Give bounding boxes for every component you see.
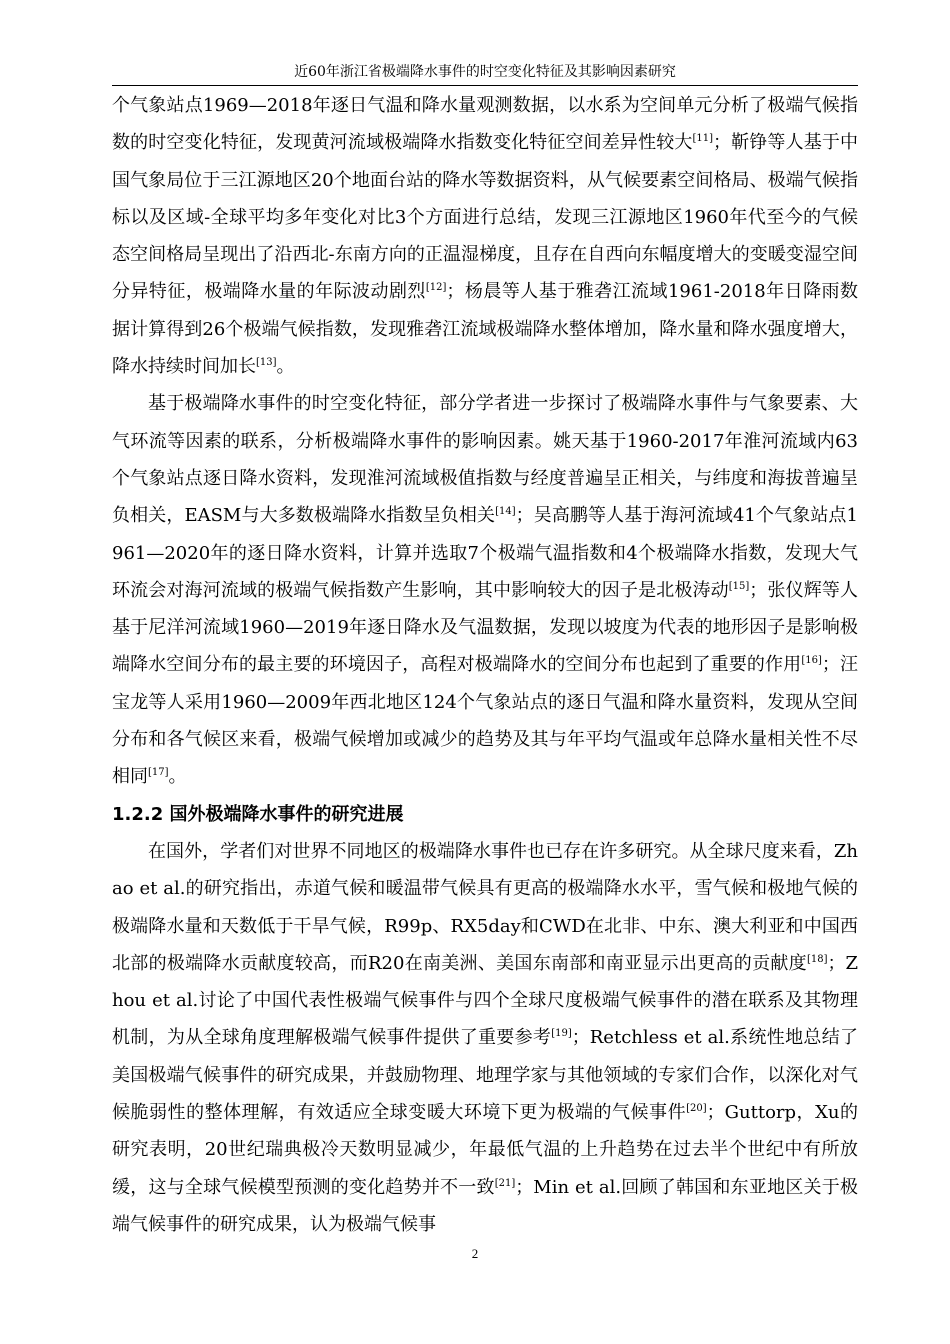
page-number: 2 (471, 1246, 479, 1261)
citation-ref: [20] (686, 1103, 707, 1115)
citation-ref: [11] (692, 133, 714, 145)
paragraph-text: 基于极端降水事件的时空变化特征，部分学者进一步探讨了极端降水事件与气象要素、大气环流等因素的联系，分析极端降水事件的影响因素。姚天基于1960-2017年淮河流域内63个气象站点逐日降水资料，发现淮河流域极值指数与经度普遍呈正相关，与纬度和海拔普遍呈负相关，EASM与大多数极端降水指数呈负相关 (112, 393, 858, 527)
paragraph-text: 个气象站点1969—2018年逐日气温和降水量观测数据，以水系为空间单元分析了极端气候指数的时空变化特征，发现黄河流域极端降水指数变化特征空间差异性较大 (112, 95, 858, 154)
main-content (112, 87, 858, 1243)
citation-ref: [17] (148, 767, 169, 779)
paragraph-3 (112, 833, 858, 1243)
citation-ref: [18] (806, 953, 828, 965)
citation-ref: [15] (728, 580, 750, 592)
paragraph-text: ；靳铮等人基于中国气象局位于三江源地区20个地面台站的降水等数据资料，从气候要素空间格局、极端气候指标以及区域-全球平均多年变化对比3个方面进行总结，发现三江源地区1960年代至今的气候态空间格局呈现出了沿西北-东南方向的正温湿梯度，且存在自西向东幅度增大的变暖变湿空间分异特征，极端降水量的年际波动剧烈 (112, 132, 858, 303)
paragraph-text: ；杨晨等人基于雅砻江流域1961-2018年日降雨数据计算得到26个极端气候指数，发现雅砻江流域极端降水整体增加，降水量和降水强度增大，降水持续时间加长 (112, 281, 859, 378)
header-divider (112, 85, 858, 86)
paragraph-1 (112, 87, 858, 385)
paragraph-text: ；吴高鹏等人基于海河流域41个气象站点1961—2020年的逐日降水资料，计算并选取7个极端气温指数和4个极端降水指数，发现大气环流会对海河流域的极端气候指数产生影响，其中影响较大的因子是北极涛动 (112, 505, 858, 601)
paragraph-text: 。 (276, 356, 295, 378)
paragraph-text: ；汪宝龙等人采用1960—2009年西北地区124个气象站点的逐日气温和降水量资料，发现从空间分布和各气候区来看，极端气候增加或减少的趋势及其与年平均气温或年总降水量相关性不尽相同 (112, 654, 858, 788)
citation-ref: [19] (551, 1028, 572, 1040)
paragraph-text: ；Zhou et al.讨论了中国代表性极端气候事件与四个全球尺度极端气候事件的潜在联系及其物理机制，为从全球角度理解极端气候事件提供了重要参考 (112, 952, 858, 1049)
citation-ref: [16] (801, 655, 822, 667)
paragraph-text: 在国外，学者们对世界不同地区的极端降水事件也已存在许多研究。从全球尺度来看，Zhao et al.的研究指出，赤道气候和暖温带气候具有更高的极端降水水平，雪气候和极地气候的极端降水量和天数低于干旱气候，R99p、RX5day和CWD在北非、中东、澳大利亚和中国西北部的极端降水贡献度较高，而R20在南美洲、美国东南部和南亚显示出更高的贡献度 (112, 840, 858, 974)
paragraph-2 (112, 385, 858, 795)
citation-ref: [21] (494, 1177, 516, 1189)
paragraph-text: ；Retchless et al.系统性地总结了美国极端气候事件的研究成果，并鼓励物理、地理学家与其他领域的专家们合作，以深化对气候脆弱性的整体理解，有效适应全球变暖大环境下更为极端的气候事件 (112, 1027, 858, 1124)
paragraph-text: ；Guttorp，Xu的研究表明，20世纪瑞典极冷天数明显减少，年最低气温的上升趋势在过去半个世纪中有所放缓，这与全球气候模型预测的变化趋势并不一致 (112, 1102, 859, 1198)
section-heading: 1.2.2 国外极端降水事件的研究进展 (112, 803, 404, 825)
citation-ref: [12] (425, 282, 447, 294)
running-header: 近60年浙江省极端降水事件的时空变化特征及其影响因素研究 (294, 64, 676, 80)
paragraph-text: ；Min et al.回顾了韩国和东亚地区关于极端气候事件的研究成果，认为极端气候事 (112, 1176, 858, 1235)
paragraph-text: 。 (168, 766, 187, 788)
paragraph-text: ；张仪辉等人基于尼洋河流域1960—2019年逐日降水及气温数据，发现以坡度为代表的地形因子是影响极端降水空间分布的最主要的环境因子，高程对极端降水的空间分布也起到了重要的作用 (112, 579, 858, 676)
citation-ref: [14] (495, 506, 516, 518)
citation-ref: [13] (256, 357, 277, 369)
